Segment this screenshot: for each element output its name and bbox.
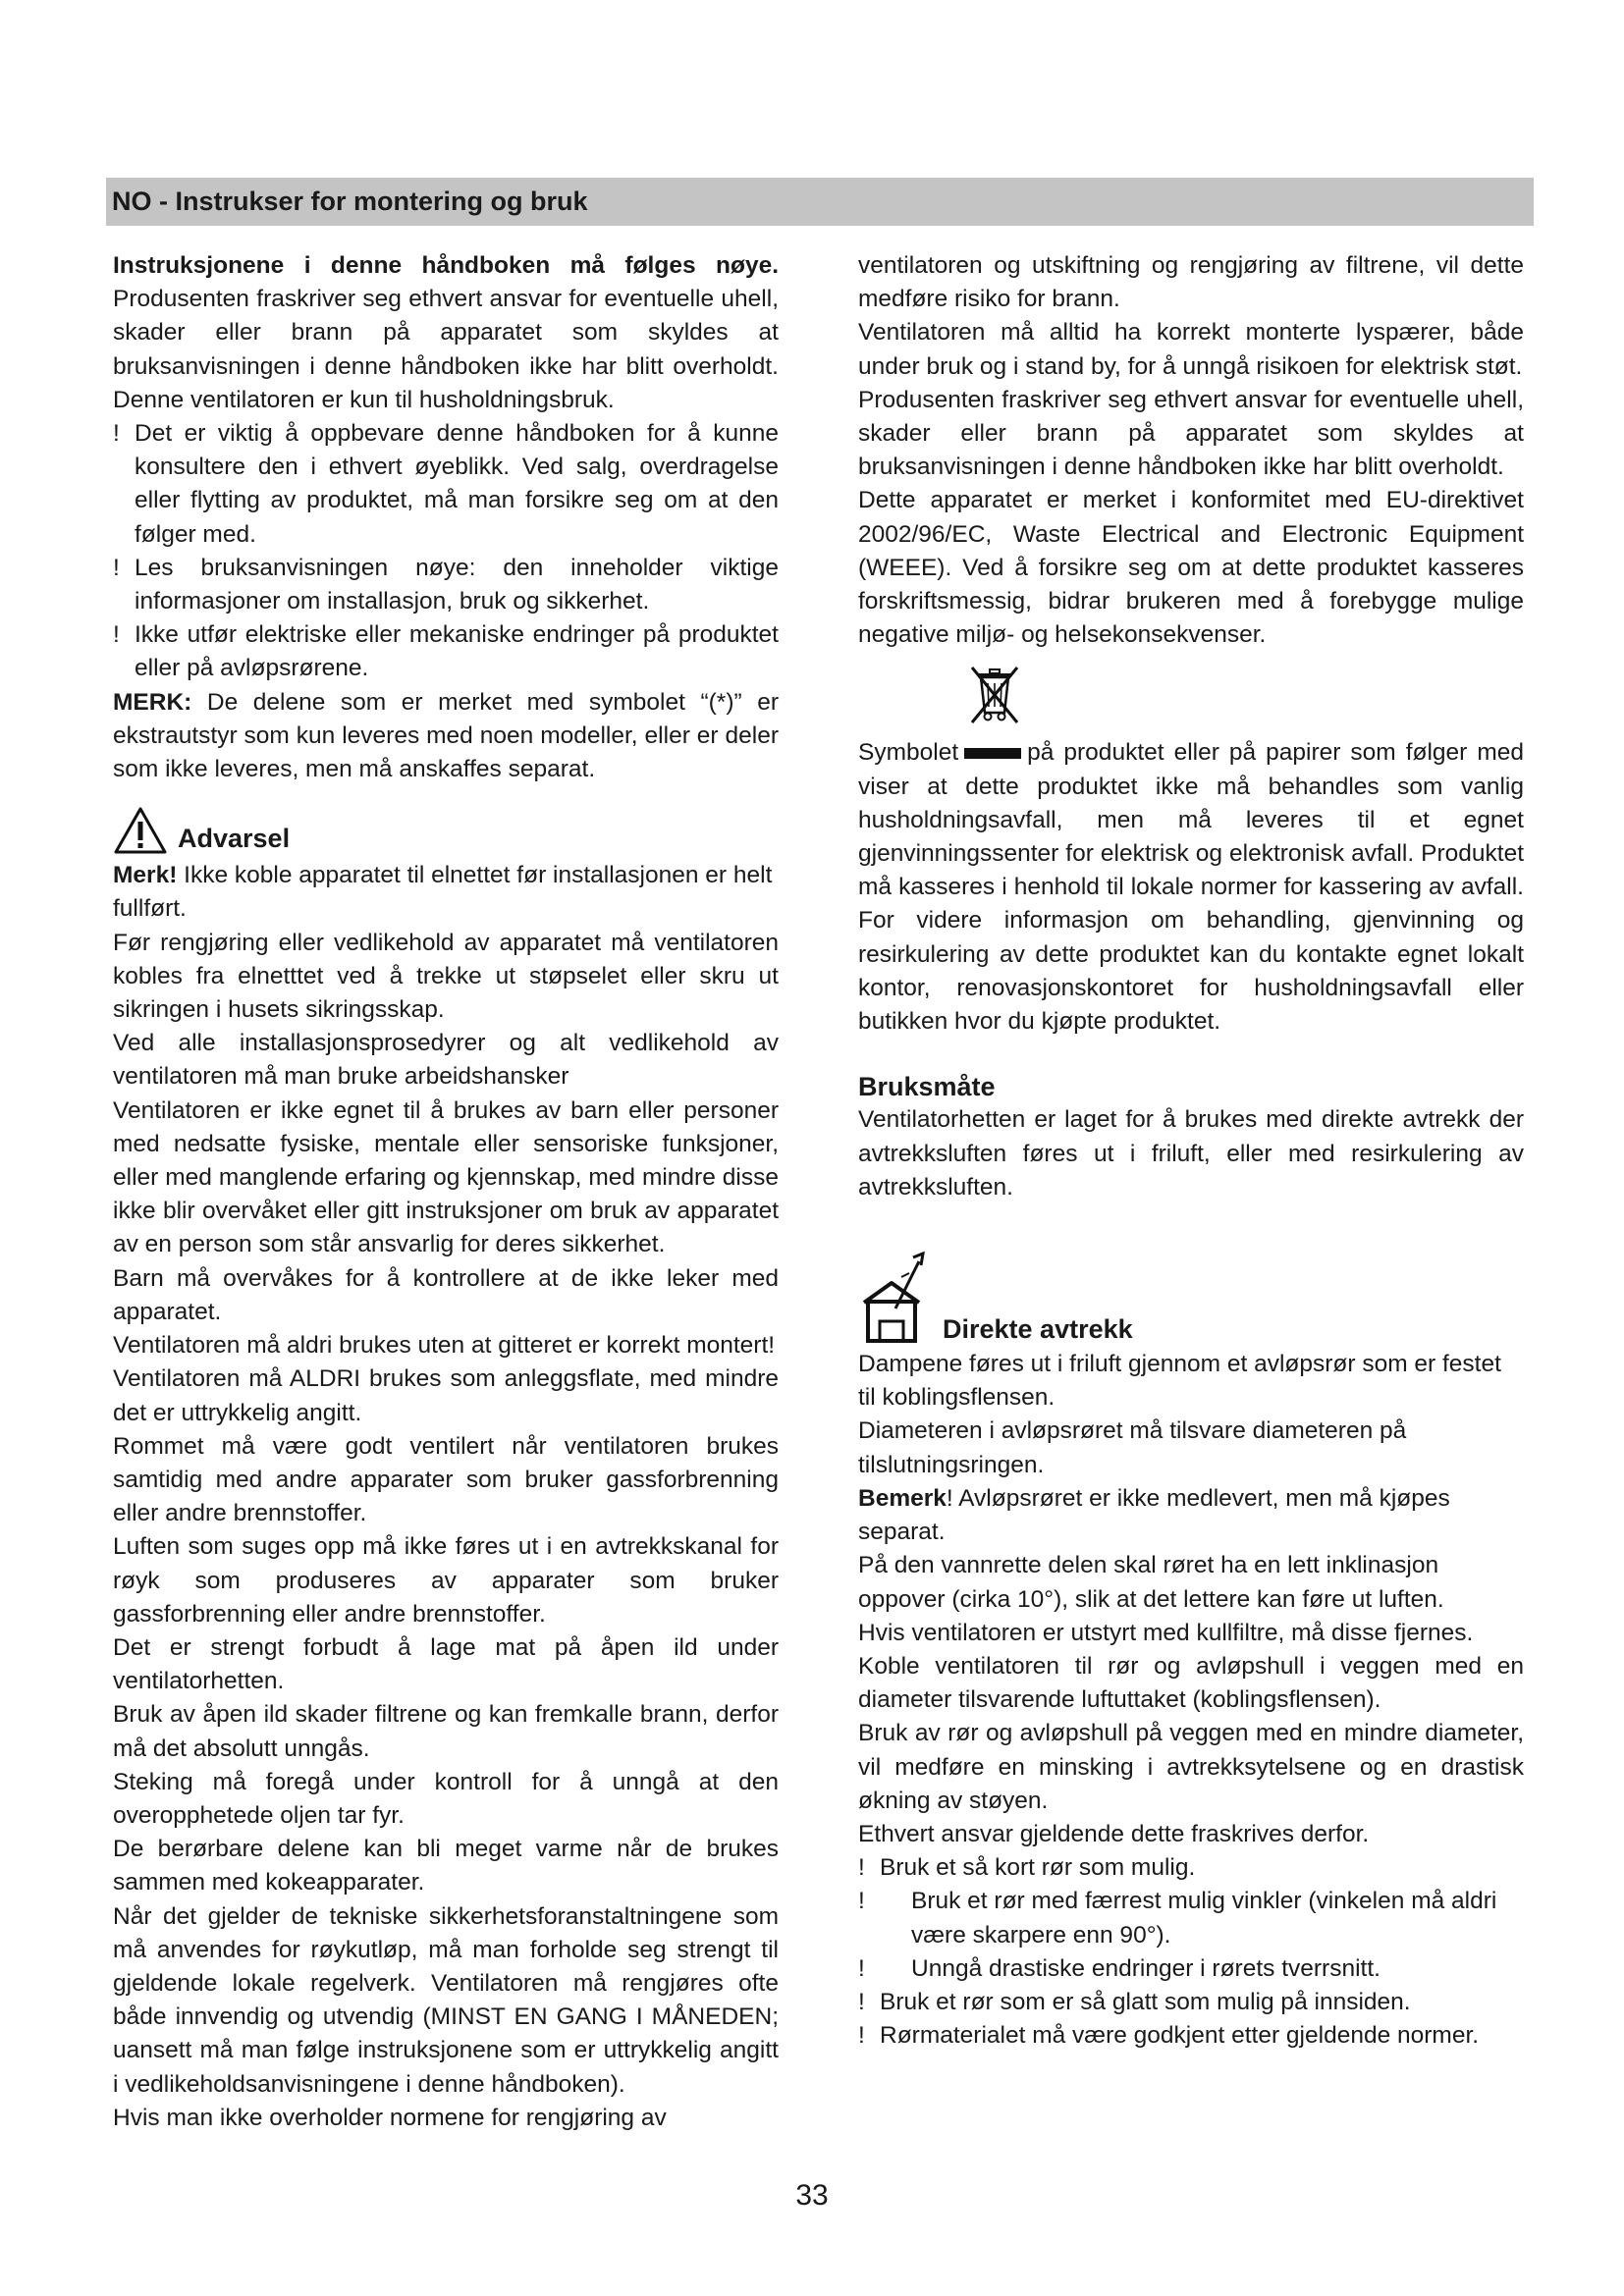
- bullet-text: Bruk et rør som er så glatt som mulig på innsiden.: [880, 1988, 1411, 2015]
- paragraph: Barn må overvåkes for å kontrollere at de ikke leker med apparatet.: [113, 1264, 779, 1325]
- paragraph: De berørbare delene kan bli meget varme når de brukes sammen med kokeapparater.: [113, 1836, 779, 1896]
- bullet-text: Det er viktig å oppbevare denne håndboken for å kunne konsultere den i ethvert øyeblikk. Ved salg, overdragelse eller flytting av produktet, må man forsikre seg om at den følger med.: [135, 420, 779, 548]
- paragraph: Dampene føres ut i friluft gjennom et avløpsrør som er festet til koblingsflensen.: [858, 1351, 1501, 1412]
- note-paragraph: [113, 686, 779, 787]
- paragraph: Ventilatoren må ALDRI brukes som anleggsflate, med mindre det er uttrykkelig angitt.: [113, 1365, 779, 1426]
- paragraph: Før rengjøring eller vedlikehold av apparatet må ventilatoren kobles fra elnetttet ved å trekke ut støpselet eller skru ut sikringen i husets sikringsskap.: [113, 929, 779, 1024]
- paragraph: Diameteren i avløpsrøret må tilsvare diameteren på tilslutningsringen.: [858, 1417, 1407, 1478]
- paragraph: Ethvert ansvar gjeldende dette fraskrives derfor.: [858, 1820, 1370, 1847]
- paragraph: Bruk av rør og avløpshull på veggen med en mindre diameter, vil medføre en minsking i avtrekksytelsene og en drastisk økning av støyen.: [858, 1720, 1524, 1814]
- paragraph: Produsenten fraskriver seg ethvert ansvar for eventuelle uhell, skader eller brann på apparatet som skyldes at bruksanvisningen i denne håndboken ikke har blitt overholdt.: [858, 386, 1524, 481]
- intro-bold: Instruksjonene i denne håndboken må følges nøye.: [113, 252, 779, 279]
- paragraph: Ved alle installasjonsprosedyrer og alt vedlikehold av ventilatoren må man bruke arbeidshansker: [113, 1030, 779, 1091]
- list-item: [858, 1885, 1524, 1951]
- paragraph: På den vannrette delen skal røret ha en lett inklinasjon oppover (cirka 10°), slik at det lettere kan føre ut luften.: [858, 1552, 1444, 1613]
- black-bar-symbol: [964, 748, 1021, 759]
- warning-note-label: Merk!: [113, 862, 178, 889]
- remark-label: Bemerk: [858, 1484, 947, 1512]
- paragraph: Ventilatoren er ikke egnet til å brukes av barn eller personer med nedsatte fysiske, mentale eller sensoriske funksjoner, eller med manglende erfaring og kjennskap, med mindre disse ikke blir overvåket eller gitt instruksjoner om bruk av apparatet av en person som står ansvarlig for deres sikkerhet.: [113, 1096, 779, 1258]
- paragraph: Steking må foregå under kontroll for å unngå at den overopphetede oljen tar fyr.: [113, 1768, 779, 1829]
- bullet-marker: !: [858, 1854, 865, 1882]
- remark-text: ! Avløpsrøret er ikke medlevert, men må kjøpes separat.: [858, 1484, 1450, 1546]
- duct-heading: [858, 1248, 1524, 1346]
- paragraph: Når det gjelder de tekniske sikkerhetsforanstaltningene som må anvendes for røykutløp, må man forholde seg strengt til gjeldende lokale regelverk. Ventilatoren må rengjøres ofte både innvendig og utvendig (MINST EN GANG I MÅNEDEN; uansett må man følge instruksjonene som er uttrykkelig angitt i vedlikeholdsanvisningene i denne håndboken).: [113, 1902, 779, 2098]
- note-text: De delene som er merket med symbolet “(*)” er ekstrautstyr som kun leveres med noen modeller, eller er deler som ikke leveres, men må anskaffes separat.: [113, 688, 779, 783]
- warning-triangle-icon: [113, 806, 168, 855]
- list-item: [113, 618, 779, 685]
- paragraph: Luften som suges opp må ikke føres ut i en avtrekkskanal for røyk som produseres av apparater som bruker gassforbrenning eller andre brennstoffer.: [113, 1533, 779, 1628]
- intro-text: Produsenten fraskriver seg ethvert ansvar for eventuelle uhell, skader eller brann på apparatet som skyldes at bruksanvisningen i denne håndboken ikke har blitt overholdt. Denne ventilatoren er kun til husholdningsbruk.: [113, 286, 779, 413]
- paragraph: Ventilatoren må aldri brukes uten at gitteret er korrekt montert!: [113, 1332, 776, 1360]
- note-label: MERK:: [113, 688, 192, 716]
- paragraph: Hvis ventilatoren er utstyrt med kullfiltre, må disse fjernes.: [858, 1619, 1474, 1646]
- paragraph: ventilatoren og utskiftning og rengjøring av filtrene, vil dette medføre risiko for brann.: [858, 252, 1524, 313]
- usage-section: [858, 1070, 1524, 1204]
- warning-note-text: Ikke koble apparatet til elnettet før installasjonen er helt fullført.: [113, 862, 773, 923]
- list-item: [858, 1851, 1524, 1885]
- symbol-pre: Symbolet: [858, 739, 959, 767]
- bullet-text: Bruk et så kort rør som mulig.: [880, 1854, 1196, 1882]
- paragraph: Bruk av åpen ild skader filtrene og kan fremkalle brann, derfor må det absolutt unngås.: [113, 1701, 779, 1762]
- remark-paragraph: [858, 1482, 1524, 1549]
- paragraph: Koble ventilatoren til rør og avløpshull i veggen med en diameter tilsvarende luftuttaket (koblingsflensen).: [858, 1652, 1524, 1714]
- intro-paragraph: [113, 249, 779, 417]
- usage-text: Ventilatorhetten er laget for å brukes med direkte avtrekk der avtrekksluften føres ut i friluft, eller med resirkulering av avtrekksluften.: [858, 1106, 1524, 1201]
- paragraph: Rommet må være godt ventilert når ventilatoren brukes samtidig med andre apparater som bruker gassforbrenning eller andre brennstoffer.: [113, 1432, 779, 1527]
- section-title: NO - Instrukser for montering og bruk: [112, 187, 588, 216]
- bullet-marker: !: [858, 1954, 865, 1982]
- bullet-text: Ikke utfør elektriske eller mekaniske endringer på produktet eller på avløpsrørene.: [135, 621, 779, 682]
- warning-note: [113, 859, 779, 926]
- bullet-text: Rørmaterialet må være godkjent etter gjeldende normer.: [880, 2022, 1480, 2050]
- bullet-text: Les bruksanvisningen nøye: den inneholder viktige informasjoner om installasjon, bruk og sikkerhet.: [135, 554, 779, 615]
- bullet-marker: !: [113, 554, 120, 581]
- symbol-post: på produktet eller på papirer som følger med viser at dette produktet ikke må behandles som vanlig husholdningsavfall, men må leveres til et egnet gjenvinningssenter for elektrisk og elektronisk avfall. Produktet må kasseres i henhold til lokale normer for kassering av avfall. For videre informasjon om behandling, gjenvinning og resirkulering av dette produktet kan du kontakte egnet lokalt kontor, renovasjonskontoret for husholdningsavfall eller butikken hvor du kjøpte produktet.: [858, 739, 1524, 1036]
- list-item: [858, 2019, 1524, 2053]
- bullet-text: Bruk et rør med færrest mulig vinkler (vinkelen må aldri være skarpere enn 90°).: [911, 1888, 1497, 1949]
- warning-title: Advarsel: [178, 824, 291, 854]
- duct-title: Direkte avtrekk: [943, 1314, 1133, 1345]
- bullet-marker: !: [858, 1988, 865, 2015]
- paragraph: Det er strengt forbudt å lage mat på åpen ild under ventilatorhetten.: [113, 1633, 779, 1695]
- list-item: [858, 1986, 1524, 2019]
- symbol-paragraph: [858, 736, 1524, 1039]
- bullet-text: Unngå drastiske endringer i rørets tverrsnitt.: [911, 1954, 1380, 1982]
- bullet-marker: !: [113, 420, 120, 448]
- list-item: [113, 552, 779, 618]
- usage-title: Bruksmåte: [858, 1072, 996, 1102]
- warning-heading: [113, 806, 779, 855]
- bullet-marker: !: [858, 1888, 865, 1915]
- list-item: [113, 417, 779, 552]
- paragraph: Dette apparatet er merket i konformitet med EU-direktivet 2002/96/EC, Waste Electrical and Electronic Equipment (WEEE). Ved å forsikre seg om at dette produktet kasseres forskriftsmessig, bidrar brukeren med å forebygge mulige negative miljø- og helsekonsekvenser.: [858, 487, 1524, 649]
- page-number: 33: [795, 2179, 829, 2212]
- house-exhaust-icon: [858, 1248, 939, 1346]
- paragraph: Hvis man ikke overholder normene for rengjøring av: [113, 2104, 667, 2131]
- section-header: [106, 178, 1534, 226]
- paragraph: Ventilatoren må alltid ha korrekt monterte lyspærer, både under bruk og i stand by, for å unngå risikoen for elektrisk støt.: [858, 319, 1524, 380]
- crossed-bin-icon: [966, 664, 1023, 726]
- right-column: [858, 249, 1524, 2053]
- bullet-marker: !: [858, 2022, 865, 2050]
- left-column: [113, 249, 779, 2135]
- list-item: [858, 1952, 1524, 1986]
- bullet-marker: !: [113, 621, 120, 649]
